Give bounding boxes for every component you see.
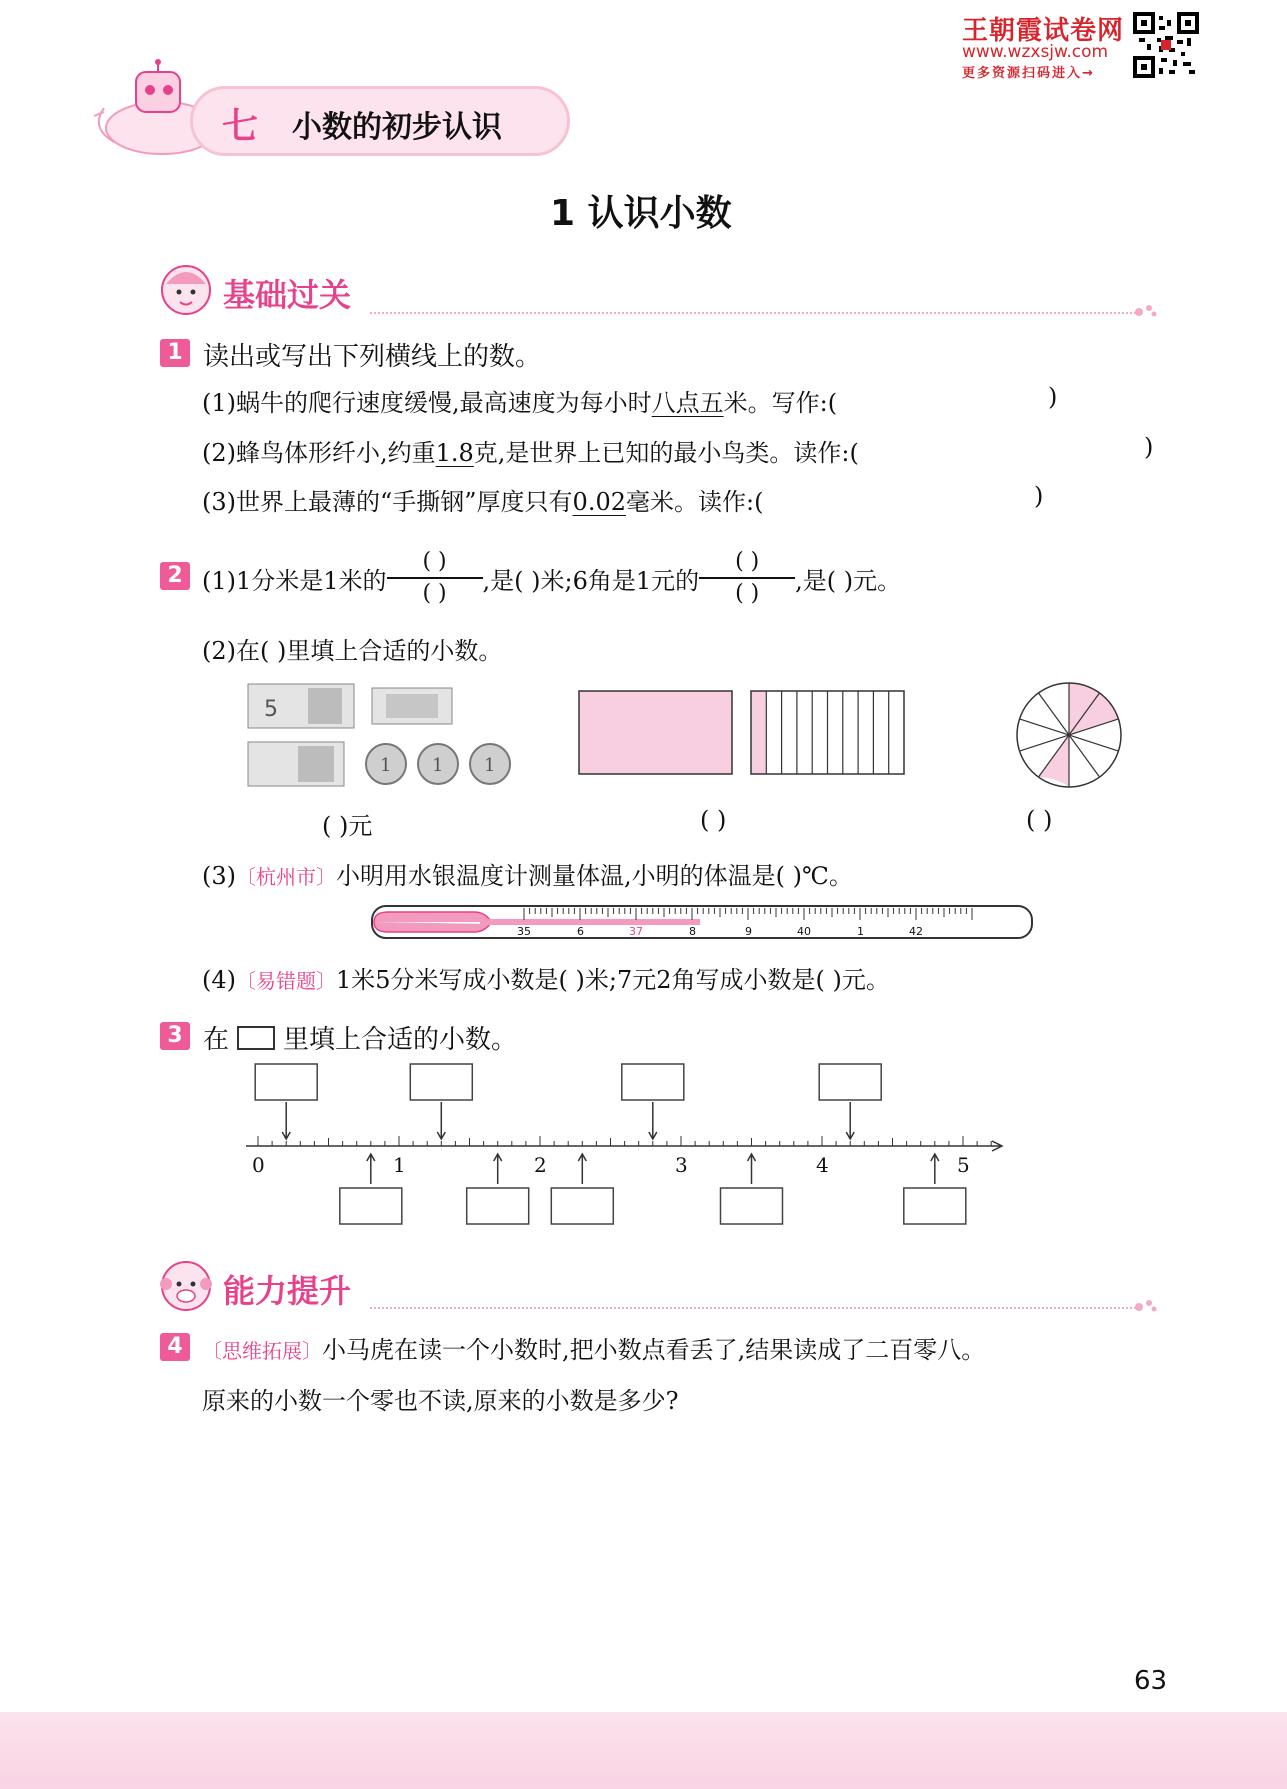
q2-b-money-answer[interactable]: ( )元 — [322, 812, 373, 840]
thermometer-label: 37 — [629, 925, 643, 938]
thermometer-label: 9 — [745, 925, 752, 938]
q2-b-circle-answer[interactable]: ( ) — [1026, 806, 1053, 834]
q1-c-underlined: 0.02 — [572, 488, 626, 516]
q1-a-answer-close[interactable]: ) — [1048, 383, 1058, 411]
q1-prompt: 读出或写出下列横线上的数。 — [203, 342, 542, 372]
q2-fraction-2-top: ( ) — [699, 549, 795, 579]
q2-d-pre: (4) — [202, 966, 236, 994]
thermometer-label: 40 — [797, 925, 811, 938]
banknote-1-yuan-icon — [248, 742, 344, 786]
answer-box-top[interactable] — [819, 1064, 881, 1100]
q2-b-rect-answer[interactable]: ( ) — [700, 806, 727, 834]
q1-a-underlined: 八点五 — [651, 389, 724, 417]
chapter-number: 七 — [222, 106, 259, 147]
circle-tenths — [1014, 680, 1124, 790]
q1-c-pre: (3)世界上最薄的“手撕钢”厚度只有 — [202, 488, 573, 516]
q2-a-post: ,是( )元。 — [795, 566, 902, 595]
q1-b-pre: (2)蜂鸟体形纤小,约重 — [202, 439, 436, 467]
question-number-4: 4 — [160, 1333, 190, 1361]
question-number-1: 1 — [160, 339, 190, 367]
thermometer-label: 8 — [689, 925, 696, 938]
q1-c-answer-close[interactable]: ) — [1034, 482, 1044, 510]
dots-decoration-icon — [1134, 302, 1158, 318]
svg-text:1: 1 — [380, 755, 392, 776]
answer-box-bottom[interactable] — [467, 1188, 529, 1224]
shaded-rectangle-whole — [578, 690, 734, 776]
q2-fraction-2[interactable] — [699, 549, 795, 607]
number-line-label: 4 — [816, 1153, 829, 1177]
thermometer-label: 6 — [577, 925, 584, 938]
section-title-basic: 基础过关 — [223, 276, 352, 314]
brand-url[interactable]: www.wzxsjw.com — [962, 42, 1109, 62]
q2-c-post: 小明用水银温度计测量体温,小明的体温是( )℃。 — [336, 862, 853, 890]
thermometer — [370, 902, 1036, 942]
chapter-title: 小数的初步认识 — [292, 110, 502, 145]
banknote-2-jiao-icon — [372, 688, 452, 724]
number-line-label: 3 — [675, 1153, 688, 1177]
rectangle-tenths — [750, 690, 908, 776]
q1-a-post: 米。写作:( — [723, 389, 838, 417]
thermometer-label: 35 — [517, 925, 531, 938]
section-divider — [370, 312, 1140, 314]
q2-d — [202, 960, 890, 995]
section-title-advanced: 能力提升 — [223, 1272, 352, 1310]
answer-box-bottom[interactable] — [721, 1188, 783, 1224]
monkey-avatar-icon — [158, 1258, 216, 1312]
number-line-label: 1 — [393, 1153, 406, 1177]
money-illustration — [246, 682, 518, 790]
svg-text:1: 1 — [432, 755, 444, 776]
q1-c-post: 毫米。读作:( — [625, 488, 764, 516]
q1-a — [202, 383, 837, 418]
banknote-5-yuan-icon — [248, 684, 354, 728]
answer-box-bottom[interactable] — [551, 1188, 613, 1224]
q2-fraction-2-bottom: ( ) — [735, 581, 760, 606]
thermometer-label: 1 — [857, 925, 864, 938]
q1-b-underlined: 1.8 — [435, 439, 474, 467]
q4-line1-text: 小马虎在读一个小数时,把小数点看丢了,结果读成了二百零八。 — [322, 1336, 986, 1364]
q2-b: (2)在( )里填上合适的小数。 — [202, 637, 503, 665]
q2-a — [202, 543, 901, 613]
q2-d-post: 1米5分米写成小数是( )米;7元2角写成小数是( )元。 — [336, 966, 890, 994]
q1-b-answer-close[interactable]: ) — [1144, 433, 1154, 461]
number-line — [240, 1060, 1020, 1240]
q1-a-pre: (1)蜗牛的爬行速度缓慢,最高速度为每小时 — [202, 389, 652, 417]
footer-band — [0, 1712, 1287, 1789]
svg-text:5: 5 — [264, 697, 278, 722]
thermometer-label: 42 — [909, 925, 923, 938]
answer-box-bottom[interactable] — [904, 1188, 966, 1224]
q1-b — [202, 433, 859, 468]
answer-box-top[interactable] — [410, 1064, 472, 1100]
q4-tag: 〔思维拓展〕 — [202, 1339, 322, 1363]
q4-line1 — [202, 1330, 985, 1365]
section-divider — [370, 1307, 1140, 1309]
answer-box-top[interactable] — [255, 1064, 317, 1100]
q2-d-tag: 〔易错题〕 — [236, 969, 336, 993]
number-line-label: 2 — [534, 1153, 547, 1177]
question-number-3: 3 — [160, 1022, 190, 1050]
svg-text:1: 1 — [484, 755, 496, 776]
q1-c — [202, 482, 763, 517]
q2-a-pre: (1)1分米是1米的 — [202, 566, 387, 595]
number-line-label: 0 — [252, 1153, 265, 1177]
girl-avatar-icon — [158, 262, 216, 316]
q2-fraction-1-bottom: ( ) — [422, 581, 447, 606]
q4-line2: 原来的小数一个零也不读,原来的小数是多少? — [202, 1387, 679, 1415]
number-line-label: 5 — [957, 1153, 970, 1177]
brand-name: 王朝霞试卷网 — [962, 16, 1125, 46]
q2-c — [202, 856, 853, 891]
blank-box-icon — [237, 1026, 275, 1050]
q2-fraction-1-top: ( ) — [387, 549, 483, 579]
q1-b-post: 克,是世界上已知的最小鸟类。读作:( — [473, 439, 859, 467]
q3-prompt-post: 里填上合适的小数。 — [283, 1025, 518, 1055]
q2-c-tag: 〔杭州市〕 — [236, 865, 336, 889]
coin-icons — [366, 744, 510, 784]
q2-fraction-1[interactable] — [387, 549, 483, 607]
q3-prompt — [203, 1019, 517, 1056]
brand-scan-hint: 更多资源扫码进入→ — [962, 66, 1095, 81]
answer-box-bottom[interactable] — [340, 1188, 402, 1224]
qr-code-icon[interactable] — [1133, 12, 1199, 78]
q2-a-mid: ,是( )米;6角是1元的 — [482, 566, 700, 595]
dots-decoration-icon — [1134, 1297, 1158, 1313]
q2-c-pre: (3) — [202, 862, 236, 890]
answer-box-top[interactable] — [622, 1064, 684, 1100]
q3-prompt-pre: 在 — [203, 1025, 230, 1055]
page-number: 63 — [1134, 1666, 1168, 1696]
question-number-2: 2 — [160, 562, 190, 590]
lesson-title: 1 认识小数 — [550, 193, 732, 234]
